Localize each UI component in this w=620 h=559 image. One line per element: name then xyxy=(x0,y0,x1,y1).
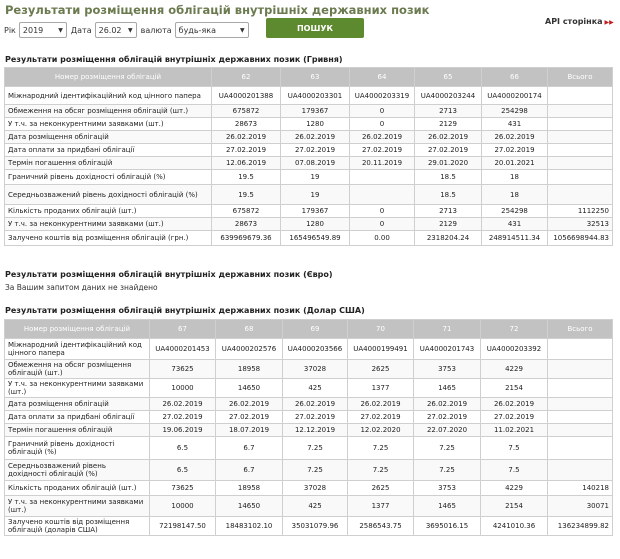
table-cell: 2586543.75 xyxy=(348,517,414,536)
column-header: 63 xyxy=(281,68,350,87)
row-label: Міжнародний ідентифікаційний код цінного папера xyxy=(5,339,150,360)
table-cell xyxy=(548,398,613,411)
table-cell: 19.06.2019 xyxy=(150,424,216,437)
table-cell: 0.00 xyxy=(350,231,415,246)
table-row xyxy=(5,481,613,496)
table-cell: 19.5 xyxy=(212,170,281,185)
table-cell: 30071 xyxy=(548,496,613,517)
table-cell: 2129 xyxy=(415,218,482,231)
column-header: 68 xyxy=(216,320,283,339)
date-select[interactable]: 26.02 ▼ xyxy=(95,22,137,38)
table-cell xyxy=(548,118,613,131)
table-cell: 28673 xyxy=(212,118,281,131)
column-header: 67 xyxy=(150,320,216,339)
table-cell: UA4000200174 xyxy=(482,87,548,105)
table-cell: 18958 xyxy=(216,481,283,496)
table-cell xyxy=(548,105,613,118)
table-cell: 07.08.2019 xyxy=(281,157,350,170)
row-label: Граничний рівень дохідності облігацій (%) xyxy=(5,437,150,460)
page-title: Результати розміщення облігацій внутрішніх державних позик xyxy=(5,3,430,17)
table-cell: 12.02.2020 xyxy=(348,424,414,437)
table-cell: 3753 xyxy=(414,360,481,379)
filter-bar xyxy=(4,22,253,38)
table-cell xyxy=(548,87,613,105)
table-cell: 29.01.2020 xyxy=(415,157,482,170)
row-label: У т.ч. за неконкурентними заявками (шт.) xyxy=(5,218,212,231)
table-cell: 18.5 xyxy=(415,170,482,185)
table-cell: 7.5 xyxy=(481,437,548,460)
table-cell: UA4000199491 xyxy=(348,339,414,360)
table-cell: 3753 xyxy=(414,481,481,496)
table-cell: UA4000203392 xyxy=(481,339,548,360)
row-label: У т.ч. за неконкурентними заявками (шт.) xyxy=(5,379,150,398)
table-row xyxy=(5,170,613,185)
table-cell: 19 xyxy=(281,185,350,205)
table-cell: 136234899.82 xyxy=(548,517,613,536)
table-cell: 675872 xyxy=(212,205,281,218)
chevron-down-icon: ▼ xyxy=(127,26,133,34)
table-cell: 27.02.2019 xyxy=(415,144,482,157)
table-cell: 179367 xyxy=(281,105,350,118)
column-header: Всього xyxy=(548,320,613,339)
table-cell: 18.07.2019 xyxy=(216,424,283,437)
year-label: Рік xyxy=(4,25,16,35)
table-cell: 1465 xyxy=(414,379,481,398)
table-cell xyxy=(350,170,415,185)
table-cell: 7.25 xyxy=(348,437,414,460)
table-cell: 639969679.36 xyxy=(212,231,281,246)
table-cell: 425 xyxy=(283,379,348,398)
table-header-row xyxy=(5,68,613,87)
row-label: Середньозважений рівень дохідності облігацій (%) xyxy=(5,460,150,481)
table-cell: 1377 xyxy=(348,379,414,398)
table-cell: 2713 xyxy=(415,205,482,218)
table-header-row xyxy=(5,320,613,339)
table-cell: 7.25 xyxy=(414,460,481,481)
table-cell: 1280 xyxy=(281,118,350,131)
table-row xyxy=(5,118,613,131)
row-label: У т.ч. за неконкурентними заявками (шт.) xyxy=(5,496,150,517)
row-label: Дата розміщення облігацій xyxy=(5,131,212,144)
table-row xyxy=(5,496,613,517)
table-cell: UA4000203244 xyxy=(415,87,482,105)
search-button[interactable]: ПОШУК xyxy=(266,18,364,38)
row-label: Кількість проданих облігацій (шт.) xyxy=(5,481,150,496)
table-row xyxy=(5,205,613,218)
table-cell: 26.02.2019 xyxy=(482,131,548,144)
table-cell: 19 xyxy=(281,170,350,185)
table-cell: UA4000203301 xyxy=(281,87,350,105)
table-cell xyxy=(548,437,613,460)
table-cell: 27.02.2019 xyxy=(481,411,548,424)
table-cell: 165496549.89 xyxy=(281,231,350,246)
table-cell: 0 xyxy=(350,118,415,131)
row-label: Термін погашення облігацій xyxy=(5,424,150,437)
table-cell: 1280 xyxy=(281,218,350,231)
table-cell: 27.02.2019 xyxy=(414,411,481,424)
table-cell: 37028 xyxy=(283,360,348,379)
column-header: 70 xyxy=(348,320,414,339)
table-cell: 26.02.2019 xyxy=(414,398,481,411)
table-cell xyxy=(548,339,613,360)
table-cell xyxy=(548,360,613,379)
row-label: У т.ч. за неконкурентними заявками (шт.) xyxy=(5,118,212,131)
table-cell: 27.02.2019 xyxy=(348,411,414,424)
table-cell: 1112250 xyxy=(548,205,613,218)
table-row xyxy=(5,87,613,105)
table-cell: 2129 xyxy=(415,118,482,131)
table-cell: 18 xyxy=(482,185,548,205)
table-cell: 27.02.2019 xyxy=(283,411,348,424)
table-cell: 27.02.2019 xyxy=(482,144,548,157)
table-cell xyxy=(548,185,613,205)
table-row xyxy=(5,379,613,398)
table-cell: 28673 xyxy=(212,218,281,231)
table-cell: 11.02.2021 xyxy=(481,424,548,437)
table-cell: 3695016.15 xyxy=(414,517,481,536)
table-cell xyxy=(548,424,613,437)
table-cell: 26.02.2019 xyxy=(481,398,548,411)
row-label: Міжнародний ідентифікаційний код цінного папера xyxy=(5,87,212,105)
table-row xyxy=(5,157,613,170)
chevron-down-icon: ▼ xyxy=(58,26,63,34)
column-header: 71 xyxy=(414,320,481,339)
table-cell: 179367 xyxy=(281,205,350,218)
table-cell: 20.11.2019 xyxy=(350,157,415,170)
table-cell: 0 xyxy=(350,218,415,231)
table-cell: 431 xyxy=(482,118,548,131)
table-cell xyxy=(548,131,613,144)
table-cell: 12.06.2019 xyxy=(212,157,281,170)
table-cell: 26.02.2019 xyxy=(150,398,216,411)
row-label: Термін погашення облігацій xyxy=(5,157,212,170)
table-cell: 254298 xyxy=(482,105,548,118)
table-cell xyxy=(548,157,613,170)
table-cell xyxy=(548,411,613,424)
row-label: Обмеження на обсяг розміщення облігацій (шт.) xyxy=(5,360,150,379)
table-cell: 4229 xyxy=(481,481,548,496)
table-cell: 6.5 xyxy=(150,437,216,460)
table-row xyxy=(5,517,613,536)
column-header: Всього xyxy=(548,68,613,87)
table-cell: 12.12.2019 xyxy=(283,424,348,437)
row-label: Середньозважений рівень дохідності облігацій (%) xyxy=(5,185,212,205)
table-row xyxy=(5,437,613,460)
currency-select[interactable]: будь-яка ▼ xyxy=(175,22,249,38)
table-cell: 1056698944.83 xyxy=(548,231,613,246)
table-cell: 7.25 xyxy=(283,437,348,460)
table-cell: 0 xyxy=(350,105,415,118)
column-header: 65 xyxy=(415,68,482,87)
table-cell: 37028 xyxy=(283,481,348,496)
table-cell: 27.02.2019 xyxy=(212,144,281,157)
table-cell: 26.02.2019 xyxy=(281,131,350,144)
table-cell: 0 xyxy=(350,205,415,218)
column-header: 72 xyxy=(481,320,548,339)
table-row xyxy=(5,339,613,360)
table-cell: UA4000201743 xyxy=(414,339,481,360)
table-cell: 18 xyxy=(482,170,548,185)
uah-section-title: Результати розміщення облігацій внутрішніх державних позик (Гривня) xyxy=(5,55,343,64)
table-cell: 248914511.34 xyxy=(482,231,548,246)
table-row xyxy=(5,411,613,424)
table-cell: 19.5 xyxy=(212,185,281,205)
table-cell: 27.02.2019 xyxy=(350,144,415,157)
table-row xyxy=(5,144,613,157)
table-cell: 4241010.36 xyxy=(481,517,548,536)
table-cell: 73625 xyxy=(150,360,216,379)
table-cell: 2625 xyxy=(348,481,414,496)
chevron-down-icon: ▼ xyxy=(240,26,245,34)
table-cell: 2154 xyxy=(481,496,548,517)
column-header: 64 xyxy=(350,68,415,87)
table-row xyxy=(5,231,613,246)
table-cell: UA4000201453 xyxy=(150,339,216,360)
table-cell: 425 xyxy=(283,496,348,517)
table-cell: 18483102.10 xyxy=(216,517,283,536)
table-cell xyxy=(548,170,613,185)
year-select[interactable]: 2019 ▼ xyxy=(19,22,67,38)
row-label: Залучено коштів від розміщення облігацій (грн.) xyxy=(5,231,212,246)
table-cell: 1377 xyxy=(348,496,414,517)
table-cell: 6.7 xyxy=(216,460,283,481)
eur-section-title: Результати розміщення облігацій внутрішніх державних позик (Євро) xyxy=(5,270,333,279)
table-cell: 7.25 xyxy=(283,460,348,481)
table-cell: 2318204.24 xyxy=(415,231,482,246)
table-cell: 27.02.2019 xyxy=(216,411,283,424)
table-cell: 10000 xyxy=(150,496,216,517)
table-cell xyxy=(548,460,613,481)
table-cell: 72198147.50 xyxy=(150,517,216,536)
table-cell: 35031079.96 xyxy=(283,517,348,536)
table-row xyxy=(5,460,613,481)
table-cell: UA4000202576 xyxy=(216,339,283,360)
table-row xyxy=(5,424,613,437)
row-label: Обмеження на обсяг розміщення облігацій (шт.) xyxy=(5,105,212,118)
table-cell xyxy=(350,185,415,205)
uah-results-table xyxy=(4,67,613,246)
table-cell: 18958 xyxy=(216,360,283,379)
table-cell: 27.02.2019 xyxy=(150,411,216,424)
table-row xyxy=(5,131,613,144)
table-cell: 2154 xyxy=(481,379,548,398)
row-label: Дата оплати за придбані облігації xyxy=(5,411,150,424)
column-header: 66 xyxy=(482,68,548,87)
table-cell: 140218 xyxy=(548,481,613,496)
table-cell: 26.02.2019 xyxy=(350,131,415,144)
table-cell: 10000 xyxy=(150,379,216,398)
table-row xyxy=(5,218,613,231)
currency-label: валюта xyxy=(140,25,172,35)
table-cell: 26.02.2019 xyxy=(415,131,482,144)
table-cell: 6.5 xyxy=(150,460,216,481)
table-cell: 6.7 xyxy=(216,437,283,460)
row-label: Кількість проданих облігацій (шт.) xyxy=(5,205,212,218)
usd-section-title: Результати розміщення облігацій внутрішніх державних позик (Долар США) xyxy=(5,306,365,315)
table-cell: 7.25 xyxy=(348,460,414,481)
table-cell xyxy=(548,379,613,398)
table-cell: UA4000201388 xyxy=(212,87,281,105)
table-cell: 22.07.2020 xyxy=(414,424,481,437)
table-cell: 73625 xyxy=(150,481,216,496)
table-cell: 7.25 xyxy=(414,437,481,460)
table-cell: 26.02.2019 xyxy=(348,398,414,411)
row-label: Граничний рівень дохідності облігацій (%) xyxy=(5,170,212,185)
api-page-link[interactable]: API сторінка ▶▶ xyxy=(545,17,614,26)
table-cell xyxy=(548,144,613,157)
row-label: Залучено коштів від розміщення облігацій (доларів США) xyxy=(5,517,150,536)
table-row xyxy=(5,105,613,118)
column-header: Номер розміщення облігацій xyxy=(5,320,150,339)
table-cell: 14650 xyxy=(216,379,283,398)
column-header: 62 xyxy=(212,68,281,87)
eur-not-found-message: За Вашим запитом даних не знайдено xyxy=(5,283,158,292)
table-cell: 27.02.2019 xyxy=(281,144,350,157)
table-cell: 18.5 xyxy=(415,185,482,205)
usd-results-table xyxy=(4,319,613,536)
table-cell: UA4000203566 xyxy=(283,339,348,360)
column-header: Номер розміщення облігацій xyxy=(5,68,212,87)
table-cell: UA4000203319 xyxy=(350,87,415,105)
table-row xyxy=(5,398,613,411)
table-cell: 7.5 xyxy=(481,460,548,481)
table-cell: 431 xyxy=(482,218,548,231)
date-label: Дата xyxy=(70,25,92,35)
table-cell: 20.01.2021 xyxy=(482,157,548,170)
table-cell: 26.02.2019 xyxy=(212,131,281,144)
table-cell: 4229 xyxy=(481,360,548,379)
column-header: 69 xyxy=(283,320,348,339)
table-cell: 254298 xyxy=(482,205,548,218)
table-row xyxy=(5,185,613,205)
double-arrow-right-icon: ▶▶ xyxy=(604,19,614,26)
table-cell: 2713 xyxy=(415,105,482,118)
table-cell: 2625 xyxy=(348,360,414,379)
table-row xyxy=(5,360,613,379)
table-cell: 26.02.2019 xyxy=(216,398,283,411)
table-cell: 675872 xyxy=(212,105,281,118)
row-label: Дата оплати за придбані облігації xyxy=(5,144,212,157)
table-cell: 32513 xyxy=(548,218,613,231)
table-cell: 1465 xyxy=(414,496,481,517)
table-cell: 14650 xyxy=(216,496,283,517)
row-label: Дата розміщення облігацій xyxy=(5,398,150,411)
table-cell: 26.02.2019 xyxy=(283,398,348,411)
